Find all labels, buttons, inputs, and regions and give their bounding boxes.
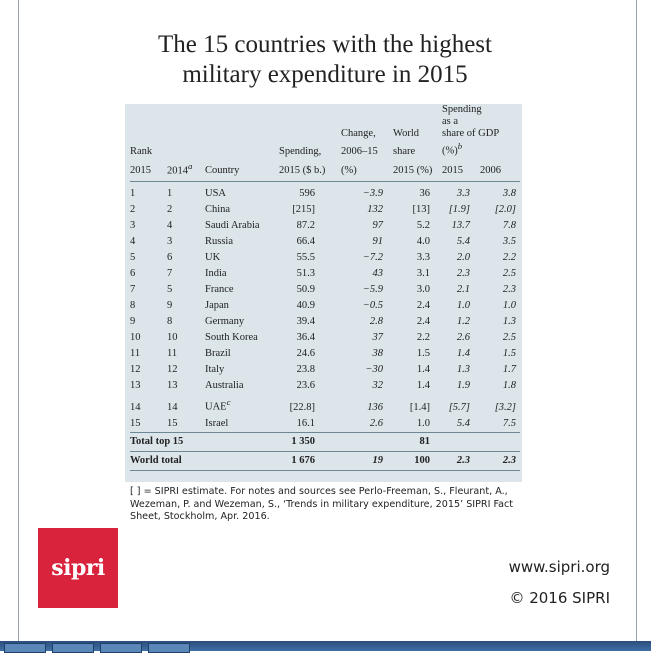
gdp-2015-cell: 5.4 xyxy=(456,417,470,429)
country-cell xyxy=(205,394,279,416)
gdp-2006-header: 2006 xyxy=(480,158,520,182)
share-cell: 2.4 xyxy=(416,316,430,327)
title-line-2: military expenditure in 2015 xyxy=(182,61,468,88)
gdp-header-line-4 xyxy=(442,140,520,158)
page-title xyxy=(40,30,610,90)
gdp-header-line-3: share of GDP xyxy=(442,128,500,139)
gdp-header-line-1: Spending xyxy=(442,104,482,115)
spending-cell: 87.2 xyxy=(296,220,315,231)
change-cell: 2.8 xyxy=(369,316,383,327)
spending-cell: 36.4 xyxy=(296,332,315,343)
table-row xyxy=(130,346,520,362)
gdp-2006-cell: [3.2] xyxy=(494,401,517,413)
table-body xyxy=(130,182,520,433)
rank-2014-cell: 14 xyxy=(167,401,178,413)
share-cell: 2.4 xyxy=(416,300,430,311)
gdp-2006-cell: 2.5 xyxy=(502,268,517,279)
share-cell: 2.2 xyxy=(416,332,430,343)
rank-2015-header: 2015 xyxy=(130,158,167,182)
taskbar-button[interactable] xyxy=(148,643,190,653)
rank-2015-cell: 10 xyxy=(130,332,141,343)
total-top-15-label: Total top 15 xyxy=(130,432,279,451)
spending-cell: 51.3 xyxy=(296,268,315,279)
table-row xyxy=(130,330,520,346)
rank-2015-cell: 7 xyxy=(130,284,136,295)
rank-2015-cell: 5 xyxy=(130,252,136,263)
country-cell xyxy=(205,182,279,203)
country-name: Italy xyxy=(205,364,225,375)
rank-2015-cell: 2 xyxy=(130,204,136,215)
change-header-line-2: 2006–15 xyxy=(341,145,378,157)
rank-2015-cell: 12 xyxy=(130,364,141,375)
expenditure-table xyxy=(130,104,520,471)
rank-2014-cell: 8 xyxy=(167,316,173,327)
world-header-line-1: World xyxy=(393,128,419,139)
rank-2014-cell: 2 xyxy=(167,204,173,215)
change-unit-header: (%) xyxy=(341,158,393,182)
rank-2015-cell: 1 xyxy=(130,188,136,199)
taskbar xyxy=(0,641,651,651)
table-row xyxy=(130,234,520,250)
spending-header-line-1: Spending, xyxy=(279,145,322,157)
share-cell: 5.2 xyxy=(416,220,430,231)
change-cell: −30 xyxy=(365,364,383,375)
gdp-2006-cell: 1.3 xyxy=(502,316,517,327)
share-cell: 1.4 xyxy=(416,380,430,391)
rank-2015-cell: 3 xyxy=(130,220,136,231)
spending-cell: 24.6 xyxy=(296,348,315,359)
rank-2014-cell: 1 xyxy=(167,188,173,199)
share-cell: [13] xyxy=(412,204,430,215)
gdp-2015-cell: 1.3 xyxy=(456,364,470,375)
spending-header-line-2: 2015 ($ b.) xyxy=(279,158,341,182)
country-cell xyxy=(205,378,279,394)
country-name: Israel xyxy=(205,417,229,429)
world-total-row xyxy=(130,451,520,470)
rank-2015-cell: 11 xyxy=(130,348,141,359)
table-row xyxy=(130,218,520,234)
country-cell xyxy=(205,202,279,218)
rank-2015-cell: 13 xyxy=(130,380,141,391)
spending-cell: 39.4 xyxy=(296,316,315,327)
world-header-line-3: 2015 (%) xyxy=(393,158,442,182)
rank-2014-cell: 13 xyxy=(167,380,178,391)
table-row xyxy=(130,202,520,218)
total-top-15-share: 81 xyxy=(393,432,442,451)
rank-2014-label: 2014 xyxy=(167,165,188,176)
change-cell: 2.6 xyxy=(369,417,383,429)
rank-2014-cell: 7 xyxy=(167,268,173,279)
gdp-2015-cell: 2.1 xyxy=(456,284,470,295)
gdp-2015-cell: 1.4 xyxy=(456,348,470,359)
taskbar-button[interactable] xyxy=(4,643,46,653)
country-footnote-mark: c xyxy=(226,397,231,407)
country-name: UK xyxy=(205,252,221,263)
total-top-15-row xyxy=(130,432,520,451)
country-cell xyxy=(205,218,279,234)
change-cell: −3.9 xyxy=(362,188,383,199)
logo-text: sipri xyxy=(51,555,105,581)
country-name: Russia xyxy=(205,236,234,247)
gdp-footnote-mark: b xyxy=(457,141,463,151)
rank-2014-cell: 6 xyxy=(167,252,173,263)
world-total-change: 19 xyxy=(341,451,393,470)
country-cell xyxy=(205,250,279,266)
gdp-2015-cell: [5.7] xyxy=(448,401,470,413)
rank-2014-cell: 10 xyxy=(167,332,178,343)
rank-2015-cell: 4 xyxy=(130,236,136,247)
rank-2014-cell: 12 xyxy=(167,364,178,375)
country-cell xyxy=(205,346,279,362)
table-row xyxy=(130,394,520,416)
country-name: China xyxy=(205,204,231,215)
gdp-2015-cell: 1.0 xyxy=(456,300,470,311)
spending-cell: 50.9 xyxy=(296,284,315,295)
gdp-2015-cell: 13.7 xyxy=(451,220,470,231)
country-name: India xyxy=(205,268,227,279)
country-cell xyxy=(205,298,279,314)
spending-cell: 23.8 xyxy=(296,364,315,375)
sipri-logo xyxy=(38,528,118,608)
country-name: UAE xyxy=(205,401,227,413)
table-row xyxy=(130,266,520,282)
spending-cell: 23.6 xyxy=(296,380,315,391)
gdp-2006-cell: 7.8 xyxy=(502,220,517,231)
header-row-4 xyxy=(130,140,520,158)
gdp-2015-cell: 2.6 xyxy=(456,332,470,343)
share-cell: 1.5 xyxy=(416,348,430,359)
header-row-1 xyxy=(130,104,520,116)
title-line-1: The 15 countries with the highest xyxy=(158,31,492,58)
country-name: Germany xyxy=(205,316,245,327)
country-cell xyxy=(205,416,279,433)
change-cell: 136 xyxy=(367,401,383,413)
world-total-label: World total xyxy=(130,451,279,470)
rank-2014-cell: 5 xyxy=(167,284,173,295)
table-row xyxy=(130,250,520,266)
country-header: Country xyxy=(205,158,279,182)
total-top-15-spending: 1 350 xyxy=(279,432,341,451)
gdp-2006-cell: 2.2 xyxy=(502,252,517,263)
share-cell: [1.4] xyxy=(409,401,430,413)
gdp-2015-cell: 1.9 xyxy=(456,380,470,391)
spending-cell: [22.8] xyxy=(289,401,315,413)
rank-2015-cell: 15 xyxy=(130,417,141,429)
country-name: Australia xyxy=(205,380,244,391)
rank-2014-header xyxy=(167,158,205,182)
gdp-2006-cell: [2.0] xyxy=(494,204,517,215)
gdp-2006-cell: 3.8 xyxy=(502,188,517,199)
header-row-2 xyxy=(130,116,520,128)
table-row xyxy=(130,362,520,378)
spending-cell: [215] xyxy=(292,204,315,215)
rank-2014-cell: 3 xyxy=(167,236,173,247)
change-header-line-1: Change, xyxy=(341,128,376,139)
table-row xyxy=(130,298,520,314)
country-name: Japan xyxy=(205,300,229,311)
change-cell: 132 xyxy=(367,204,383,215)
share-cell: 3.1 xyxy=(416,268,430,279)
country-name: Brazil xyxy=(205,348,231,359)
country-cell xyxy=(205,314,279,330)
header-row-5 xyxy=(130,158,520,182)
world-total-gdp-2015: 2.3 xyxy=(442,451,480,470)
rank-2015-cell: 6 xyxy=(130,268,136,279)
gdp-2015-header: 2015 xyxy=(442,158,480,182)
change-cell: 43 xyxy=(372,268,383,279)
gdp-2006-cell: 1.7 xyxy=(502,364,517,375)
header-row-3 xyxy=(130,128,520,140)
rank-2014-footnote-mark: a xyxy=(188,160,193,171)
country-name: USA xyxy=(205,188,227,199)
rank-2015-cell: 9 xyxy=(130,316,136,327)
gdp-2006-cell: 3.5 xyxy=(502,236,517,247)
table-row xyxy=(130,314,520,330)
change-cell: 38 xyxy=(372,348,383,359)
country-cell xyxy=(205,282,279,298)
world-total-gdp-2006: 2.3 xyxy=(480,451,520,470)
spending-cell: 66.4 xyxy=(296,236,315,247)
change-cell: −5.9 xyxy=(362,284,383,295)
gdp-2006-cell: 2.5 xyxy=(502,332,517,343)
country-cell xyxy=(205,362,279,378)
rank-2014-cell: 11 xyxy=(167,348,178,359)
world-total-share: 100 xyxy=(393,451,442,470)
copyright: © 2016 SIPRI xyxy=(509,589,610,607)
country-name: France xyxy=(205,284,234,295)
change-cell: −7.2 xyxy=(362,252,383,263)
share-cell: 1.0 xyxy=(416,417,430,429)
table-row xyxy=(130,282,520,298)
gdp-2015-cell: 2.0 xyxy=(456,252,470,263)
spending-cell: 55.5 xyxy=(296,252,315,263)
country-cell xyxy=(205,330,279,346)
spending-cell: 596 xyxy=(299,188,315,199)
table-row xyxy=(130,416,520,433)
world-header-line-2: share xyxy=(393,145,416,157)
share-cell: 3.3 xyxy=(416,252,430,263)
taskbar-button[interactable] xyxy=(52,643,94,653)
gdp-2015-cell: 2.3 xyxy=(456,268,470,279)
country-name: South Korea xyxy=(205,332,258,343)
rank-header: Rank xyxy=(130,145,153,157)
world-total-spending: 1 676 xyxy=(279,451,341,470)
gdp-unit: (%) xyxy=(442,145,458,157)
gdp-2006-cell: 1.5 xyxy=(502,348,517,359)
gdp-2015-cell: 5.4 xyxy=(456,236,470,247)
rank-2015-cell: 14 xyxy=(130,401,141,413)
spending-cell: 16.1 xyxy=(296,417,315,429)
share-cell: 4.0 xyxy=(416,236,430,247)
country-name: Saudi Arabia xyxy=(205,220,260,231)
country-cell xyxy=(205,266,279,282)
change-cell: 97 xyxy=(372,220,383,231)
gdp-2006-cell: 7.5 xyxy=(502,417,517,429)
table-row xyxy=(130,182,520,203)
gdp-2015-cell: 1.2 xyxy=(456,316,470,327)
country-cell xyxy=(205,234,279,250)
gdp-2006-cell: 2.3 xyxy=(502,284,517,295)
share-cell: 36 xyxy=(419,188,430,199)
taskbar-button[interactable] xyxy=(100,643,142,653)
table-row xyxy=(130,378,520,394)
change-cell: 37 xyxy=(372,332,383,343)
website-url: www.sipri.org xyxy=(508,558,610,576)
gdp-2015-cell: 3.3 xyxy=(456,188,470,199)
change-cell: −0.5 xyxy=(362,300,383,311)
rank-2015-cell: 8 xyxy=(130,300,136,311)
rank-2014-cell: 4 xyxy=(167,220,173,231)
change-cell: 32 xyxy=(372,380,383,391)
gdp-header-line-2: as a xyxy=(442,116,459,127)
change-cell: 91 xyxy=(372,236,383,247)
spending-cell: 40.9 xyxy=(296,300,315,311)
gdp-2006-cell: 1.0 xyxy=(502,300,517,311)
rank-2014-cell: 15 xyxy=(167,417,178,429)
gdp-2015-cell: [1.9] xyxy=(448,204,470,215)
rank-2014-cell: 9 xyxy=(167,300,173,311)
share-cell: 3.0 xyxy=(416,284,430,295)
share-cell: 1.4 xyxy=(416,364,430,375)
gdp-2006-cell: 1.8 xyxy=(502,380,517,391)
footnote: [ ] = SIPRI estimate. For notes and sources see Perlo-Freeman, S., Fleurant, A., Wezeman, P. and Wezeman, S., ‘Trends in military expenditure, 2015’ SIPRI Fact Sheet, Stockholm, Apr. 2016. xyxy=(130,486,513,522)
